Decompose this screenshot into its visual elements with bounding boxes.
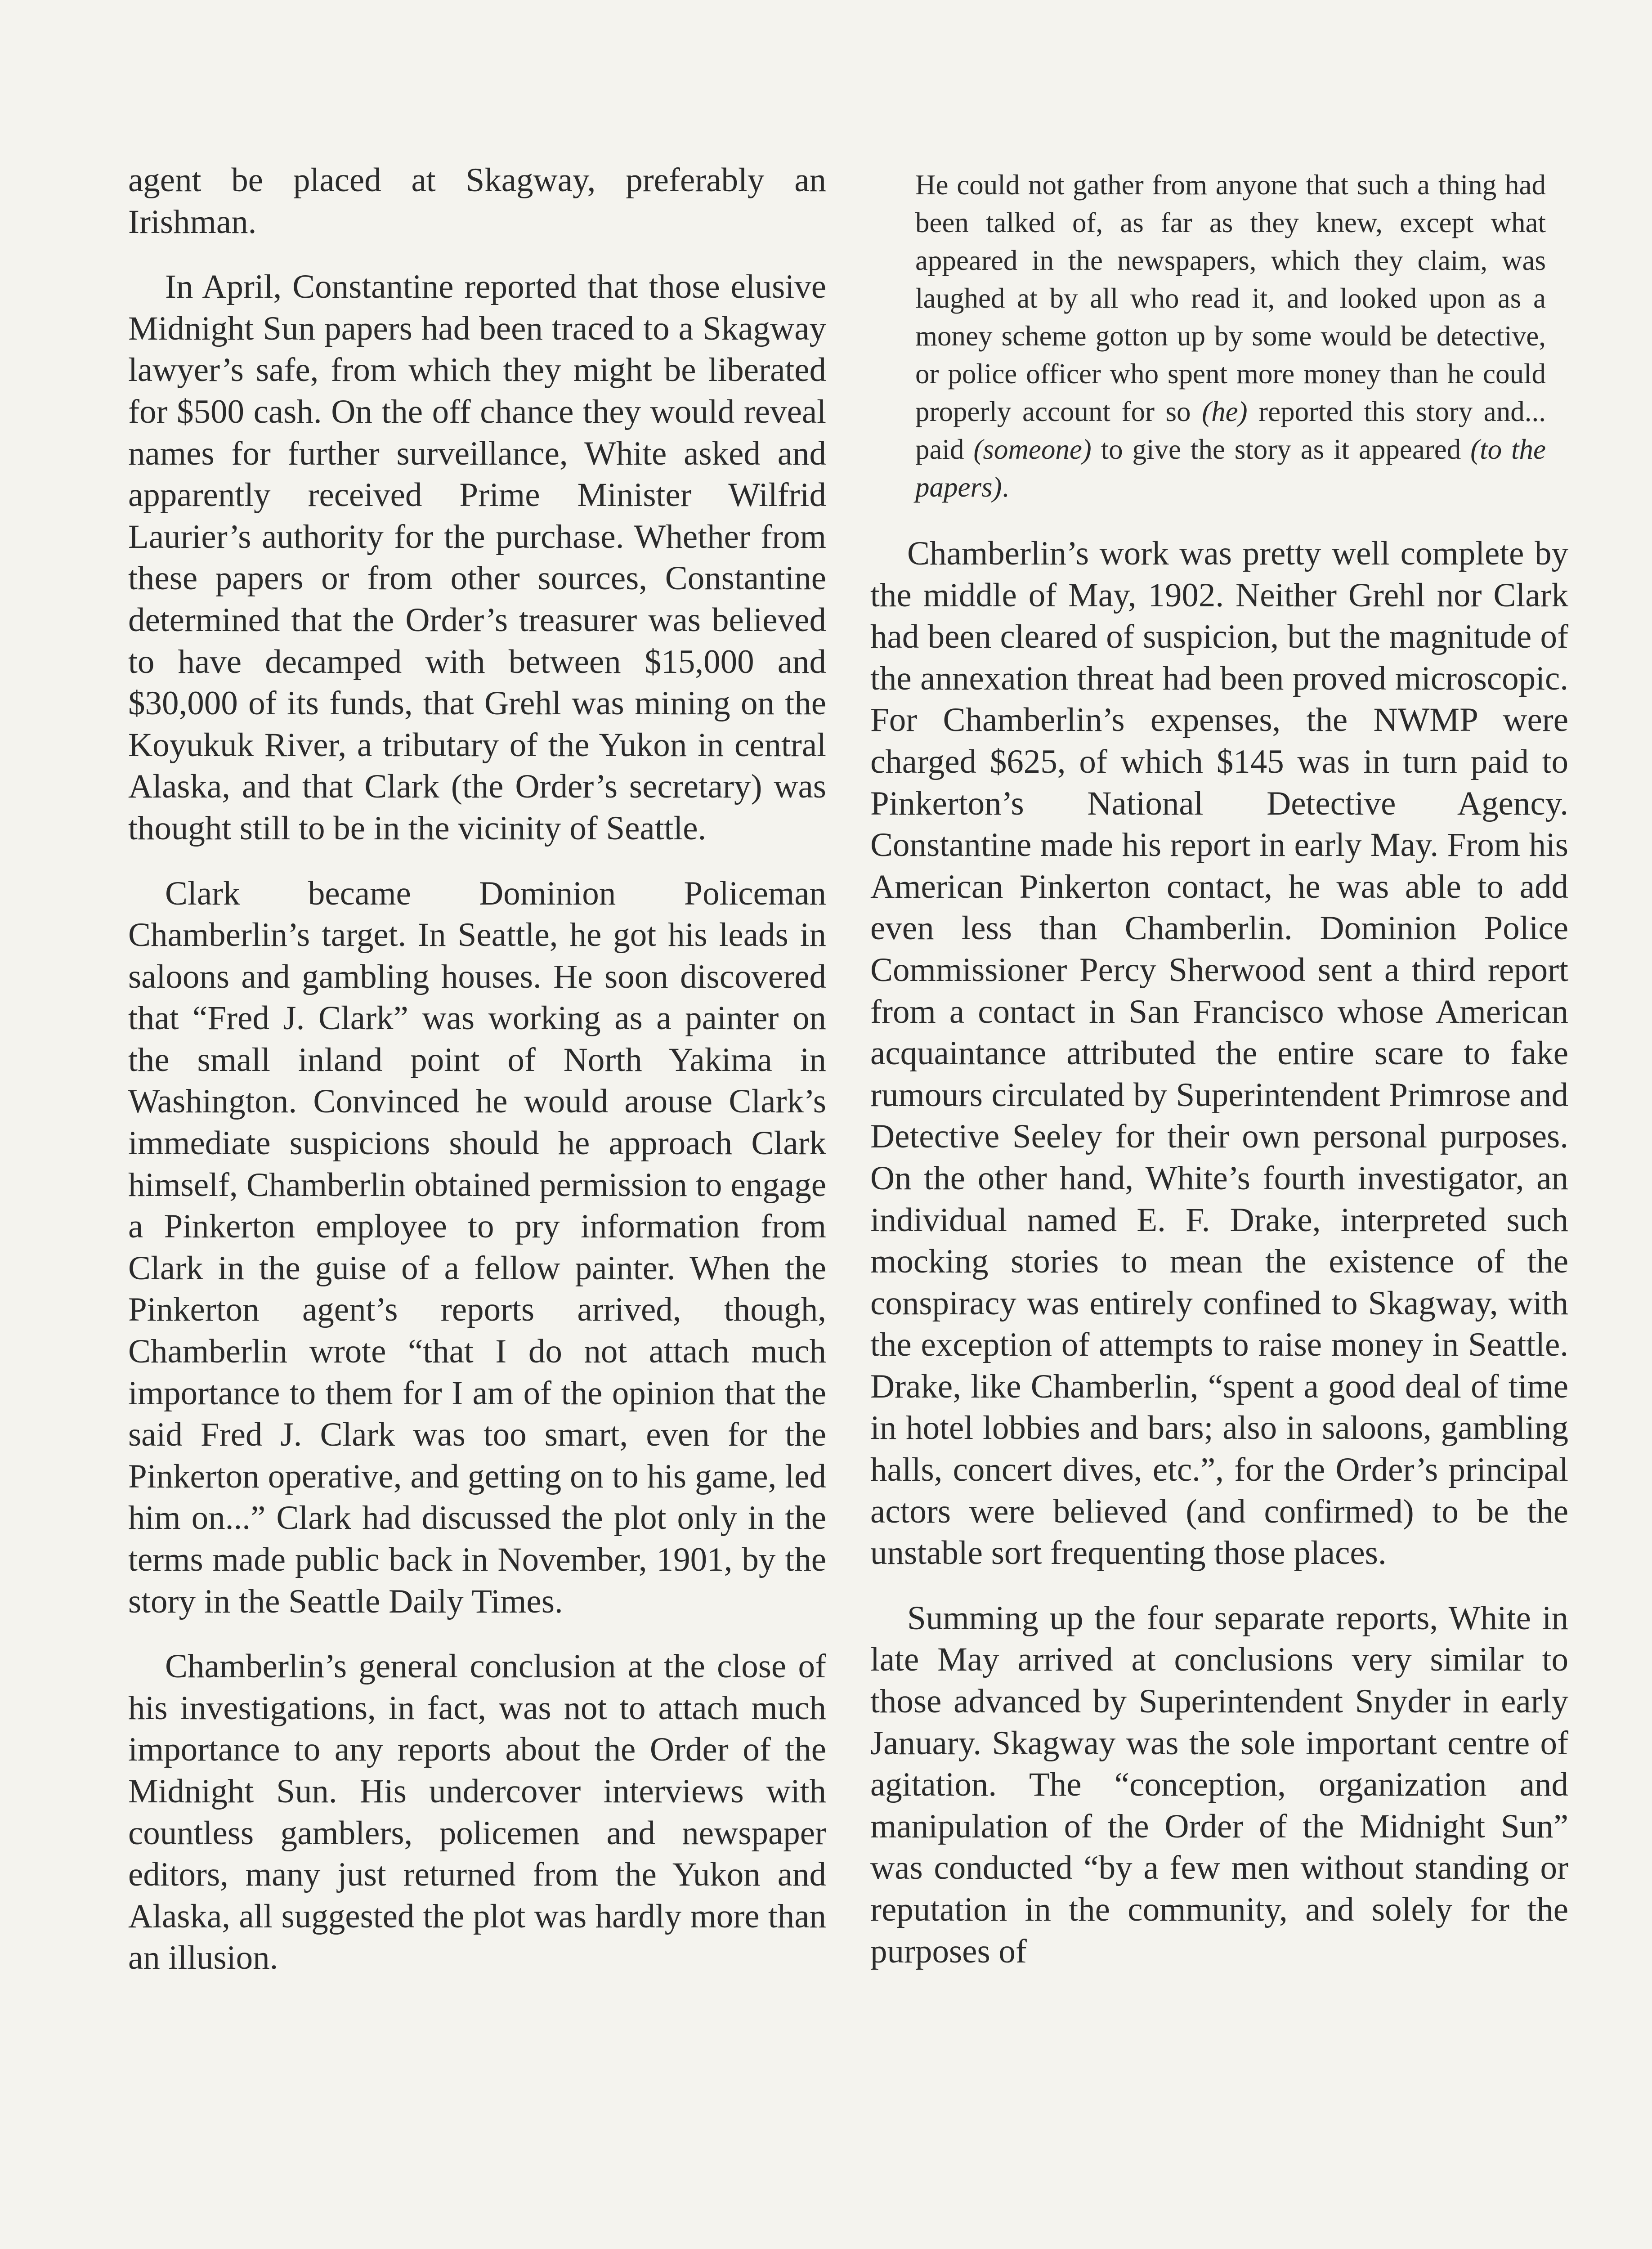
body-paragraph: agent be placed at Skagway, preferably an Irishman. bbox=[128, 161, 826, 241]
body-paragraph: In April, Constantine reported that those elusive Midnight Sun papers had been traced to a Skagway lawyer’s safe, from which they might be liberated for $500 cash. On the off chance they would reveal names for further surveillance, White asked and apparently received Prime Minister Wilfrid Laurier’s authority for the purchase. Whether from these papers or from other sources, Constantine determined that the Order’s treasurer was believed to have decamped with between $15,000 and $30,000 of its funds, that Grehl was mining on the Koyukuk River, a tributary of the Yukon in central Alaska, and that Clark (the Order’s secretary) was thought still to be in the vicinity of Seattle. bbox=[128, 268, 826, 847]
block-quote bbox=[870, 160, 1568, 506]
quote-italic-insert: (someone) bbox=[973, 434, 1092, 465]
quote-italic-insert: (to the papers) bbox=[915, 434, 1546, 503]
body-paragraph: Chamberlin’s work was pretty well complete by the middle of May, 1902. Neither Grehl nor Clark had been cleared of suspicion, but the magnitude of the annexation threat had been proved microscopic. For Chamberlin’s expenses, the NWMP were charged $625, of which $145 was in turn paid to Pinkerton’s National Detective Agency. Constantine made his report in early May. From his American Pinkerton contact, he was able to add even less than Chamberlin. Dominion Police Commissioner Percy Sherwood sent a third report from a contact in San Francisco whose American acquaintance attributed the entire scare to fake rumours circulated by Superintendent Primrose and Detective Seeley for their own personal purposes. On the other hand, White’s fourth investigator, an individual named E. F. Drake, interpreted such mocking stories to mean the existence of the conspiracy was entirely confined to Skagway, with the exception of attempts to raise money in Seattle. Drake, like Chamberlin, “spent a good deal of time in hotel lobbies and bars; also in saloons, gambling halls, concert dives, etc.”, for the Order’s principal actors were believed (and confirmed) to be the unstable sort frequenting those places. bbox=[870, 535, 1568, 1572]
body-paragraph: Chamberlin’s general conclusion at the close of his investigations, in fact, was not to attach much importance to any reports about the Order of the Midnight Sun. His undercover interviews with countless gamblers, policemen and newspaper editors, many just returned from the Yukon and Alaska, all suggested the plot was hardly more than an illusion. bbox=[128, 1648, 826, 1977]
quote-italic-insert: (he) bbox=[1202, 396, 1248, 427]
quote-text: to give the story as it appeared bbox=[1091, 434, 1471, 465]
quote-text: He could not gather from anyone that such a thing had been talked of, as far as they knew, except what appeared in the newspapers, which they claim, was laughed at by all who read it, and looked upon as a money scheme gotton up by some would be detective, or police officer who spent more money than he could properly account for so bbox=[915, 169, 1546, 427]
quote-text: reported this story and... paid bbox=[915, 396, 1546, 465]
body-paragraph: Clark became Dominion Policeman Chamberlin’s target. In Seattle, he got his leads in saloons and gambling houses. He soon discovered that “Fred J. Clark” was working as a painter on the small inland point of North Yakima in Washington. Convinced he would arouse Clark’s immediate suspicions should he approach Clark himself, Chamberlin obtained permission to engage a Pinkerton employee to pry information from Clark in the guise of a fellow painter. When the Pinkerton agent’s reports arrived, though, Chamberlin wrote “that I do not attach much importance to them for I am of the opinion that the said Fred J. Clark was too smart, even for the Pinkerton operative, and getting on to his game, led him on...” Clark had discussed the plot only in the terms made public back in November, 1901, by the story in the Seattle Daily Times. bbox=[128, 874, 826, 1620]
quote-text: . bbox=[1002, 471, 1009, 503]
right-column bbox=[870, 160, 1568, 1972]
body-paragraph: Summing up the four separate reports, White in late May arrived at conclusions very similar to those advanced by Superintendent Snyder in early January. Skagway was the sole important centre of agitation. The “conception, organization and manipulation of the Order of the Midnight Sun” was conducted “by a few men without standing or reputation in the community, and solely for the purposes of bbox=[870, 1599, 1568, 1970]
left-column bbox=[128, 160, 826, 1979]
